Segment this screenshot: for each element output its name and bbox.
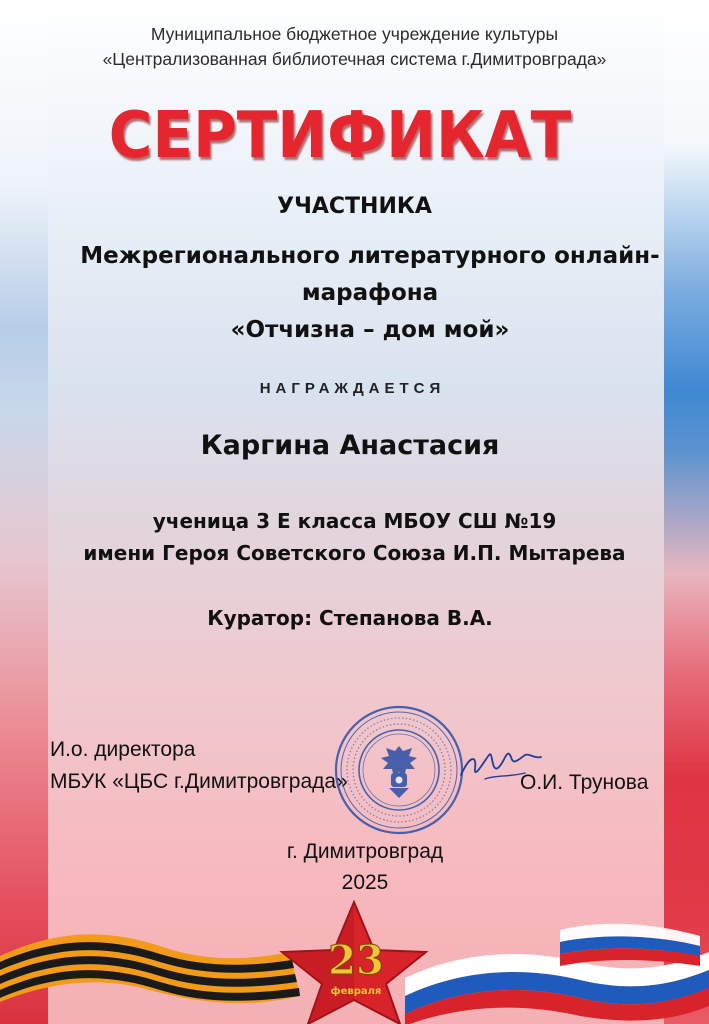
eagle-emblem-icon <box>381 746 417 798</box>
issuer-line-1: Муниципальное бюджетное учреждение культуры <box>150 24 559 44</box>
school-line-2: имени Героя Советского Союза И.П. Мытарева <box>83 541 626 565</box>
red-star-emblem <box>282 902 426 1024</box>
event-line-3: «Отчизна – дом мой» <box>230 317 510 343</box>
signatory-name: О.И. Трунова <box>520 771 649 794</box>
event-line-2: марафона <box>301 280 439 306</box>
emblem-month: февраля <box>330 986 382 997</box>
school-line-1: ученица 3 Е класса МБОУ СШ №19 <box>152 509 557 533</box>
event-name <box>0 238 709 349</box>
city-name: г. Димитровград <box>286 840 444 863</box>
place-and-year <box>230 836 500 898</box>
certificate-subtitle: УЧАСТНИКА <box>277 194 432 219</box>
emblem-number: 23 <box>328 937 384 984</box>
official-seal-stamp <box>333 704 465 836</box>
issuer-line-2: «Централизованная библиотечная система г.Димитровграда» <box>102 49 607 69</box>
issuer-header <box>0 22 709 72</box>
curator-line: Куратор: Степанова В.А. <box>207 606 493 630</box>
bottom-ribbons-decor <box>0 900 709 1024</box>
certificate-title: СЕРТИФИКАТ <box>108 99 572 173</box>
signatory-role <box>50 734 348 798</box>
event-line-1: Межрегионального литературного онлайн- <box>80 243 660 269</box>
signatory-role-line-1: И.о. директора <box>50 738 196 761</box>
signatory-role-line-2: МБУК «ЦБС г.Димитровграда» <box>50 770 348 793</box>
recipient-school <box>0 505 709 569</box>
russian-flag-ribbon <box>405 924 709 1024</box>
st-george-ribbon <box>0 934 300 1003</box>
issue-year: 2025 <box>341 871 389 894</box>
awarded-label: НАГРАЖДАЕТСЯ <box>259 380 446 397</box>
recipient-name: Каргина Анастасия <box>200 430 500 461</box>
